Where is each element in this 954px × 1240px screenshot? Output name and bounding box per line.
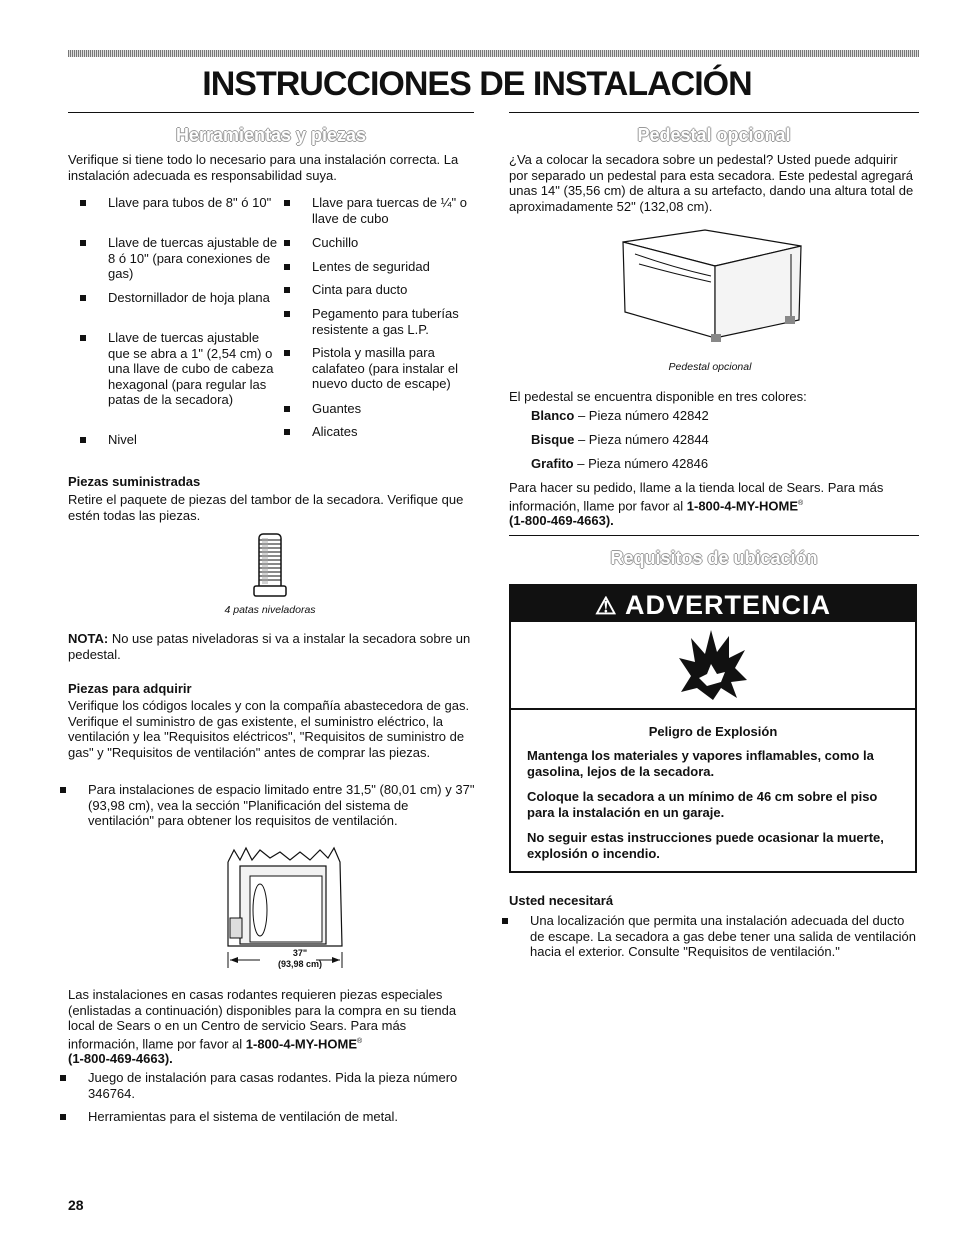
acquire-bullet: Para instalaciones de espacio limitado entre 31,5" (80,01 cm) y 37" (93,98 cm), vea la sección "Planificación del sistema de ventilación" para obtener los requisitos de ventilación. xyxy=(58,782,476,829)
color-item: Bisque – Pieza número 42844 xyxy=(531,432,709,447)
order-text: Para hacer su pedido, llame a la tienda local de Sears. Para más información, llame por favor al 1-800-4-MY-HOME® (1-800-469-4663). xyxy=(509,480,884,529)
dimension-inches: 37" xyxy=(292,948,308,958)
location-heading: Requisitos de ubicación xyxy=(610,548,818,568)
top-decorative-band xyxy=(68,50,919,57)
dimension-cm: (93,98 cm) xyxy=(277,959,323,969)
pedestal-caption: Pedestal opcional xyxy=(668,361,752,373)
dimension-label xyxy=(270,948,330,970)
leveling-leg-illustration xyxy=(250,530,290,602)
nota-paragraph xyxy=(68,631,478,662)
nota-label: NOTA: xyxy=(68,631,109,646)
mobile-bullet: Herramientas para el sistema de ventilación de metal. xyxy=(58,1109,476,1125)
warning-p3: No seguir estas instrucciones puede ocasionar la muerte, explosión o incendio. xyxy=(527,830,884,861)
tool-item: Pistola y masilla para calafateo (para instalar el nuevo ducto de escape) xyxy=(282,345,482,392)
colors-intro: El pedestal se encuentra disponible en tres colores: xyxy=(509,389,807,404)
tool-item: Cuchillo xyxy=(282,235,482,251)
right-mid-rule xyxy=(509,535,919,536)
tool-item: Guantes xyxy=(282,401,482,417)
tool-item: Llave para tubos de 8" ó 10" xyxy=(78,195,278,211)
order-phone-number: (1-800-469-4663). xyxy=(509,513,614,529)
tools-intro: Verifique si tiene todo lo necesario para una instalación correcta. La instalación adecuada es responsabilidad suya. xyxy=(68,152,459,183)
acquire-heading: Piezas para adquirir xyxy=(68,681,192,696)
need-bullet: Una localización que permita una instalación adecuada del ducto de escape. La secadora a gas debe tener una salida de ventilación hacia el exterior. Consulte "Requisitos de ventilación." xyxy=(500,913,920,960)
supplied-heading: Piezas suministradas xyxy=(68,474,201,489)
warning-danger: Peligro de Explosión xyxy=(648,724,778,739)
tool-item: Llave de tuercas ajustable que se abra a 1" (2,54 cm) o una llave de cubo de cabeza hexagonal (para regular las patas de la secadora) xyxy=(78,330,278,408)
tool-item: Destornillador de hoja plana xyxy=(78,290,278,306)
supplied-text: Retire el paquete de piezas del tambor de la secadora. Verifique que estén todas las piezas. xyxy=(68,492,464,523)
feet-caption: 4 patas niveladoras xyxy=(224,604,316,616)
color-item: Blanco – Pieza número 42842 xyxy=(531,408,709,423)
tools-heading: Herramientas y piezas xyxy=(175,125,367,145)
warning-p2: Coloque la secadora a un mínimo de 46 cm sobre el piso para la instalación en un garaje. xyxy=(527,789,878,820)
explosion-icon xyxy=(677,628,749,704)
tool-item: Nivel xyxy=(78,432,278,448)
tool-item: Llave para tuercas de ¼" o llave de cubo xyxy=(282,195,482,226)
mobile-home-text: Las instalaciones en casas rodantes requieren piezas especiales (enlistadas a continuación) disponibles para la compra en su tienda local de Sears o en un Centro de servicio Sears. Para más información, llame por favor al 1-800-4-MY-HOME® (1-800-469-4663). xyxy=(68,987,457,1067)
nota-text: No use patas niveladoras si va a instalar la secadora sobre un pedestal. xyxy=(68,631,471,662)
warning-header: ⚠ ADVERTENCIA xyxy=(511,586,915,622)
color-item: Grafito – Pieza número 42846 xyxy=(531,456,709,471)
tool-item: Lentes de seguridad xyxy=(282,259,482,275)
right-top-rule xyxy=(509,112,919,113)
order-phone: 1-800-4-MY-HOME xyxy=(686,497,799,513)
pedestal-heading: Pedestal opcional xyxy=(637,125,791,145)
warning-box xyxy=(509,584,917,873)
acquire-text: Verifique los códigos locales y con la compañía abastecedora de gas. Verifique el suministro de gas existente, el suministro eléctrico, la ventilación y lea "Requisitos eléctricos", "Requisitos de suministro de gas" y "Requisitos de ventilación" antes de comprar las piezas. xyxy=(68,698,470,760)
left-top-rule xyxy=(68,112,474,113)
need-heading: Usted necesitará xyxy=(509,893,614,908)
tool-item: Pegamento para tuberías resistente a gas L.P. xyxy=(282,306,482,337)
page-number: 28 xyxy=(68,1197,84,1213)
page-title: INSTRUCCIONES DE INSTALACIÓN xyxy=(202,65,752,103)
pedestal-illustration xyxy=(615,224,811,354)
warning-separator xyxy=(511,708,915,710)
warning-triangle-icon: ⚠ xyxy=(594,593,618,620)
tool-item: Llave de tuercas ajustable de 8 ó 10" (para conexiones de gas) xyxy=(78,235,278,282)
pedestal-intro: ¿Va a colocar la secadora sobre un pedestal? Usted puede adquirir por separado un pedestal para esta secadora. Este pedestal agregará unas 14" (35,56 cm) de altura a su artefacto, dando una altura total de aproximadamente 52" (132,08 cm). xyxy=(509,152,914,214)
warning-p1: Mantenga los materiales y vapores inflamables, como la gasolina, lejos de la secadora. xyxy=(527,748,874,779)
tool-item: Cinta para ducto xyxy=(282,282,482,298)
mobile-bullet: Juego de instalación para casas rodantes. Pida la pieza número 346764. xyxy=(58,1070,476,1101)
tool-item: Alicates xyxy=(282,424,482,440)
mobile-phone-number: (1-800-469-4663). xyxy=(68,1051,173,1067)
mobile-phone: 1-800-4-MY-HOME xyxy=(245,1035,358,1051)
